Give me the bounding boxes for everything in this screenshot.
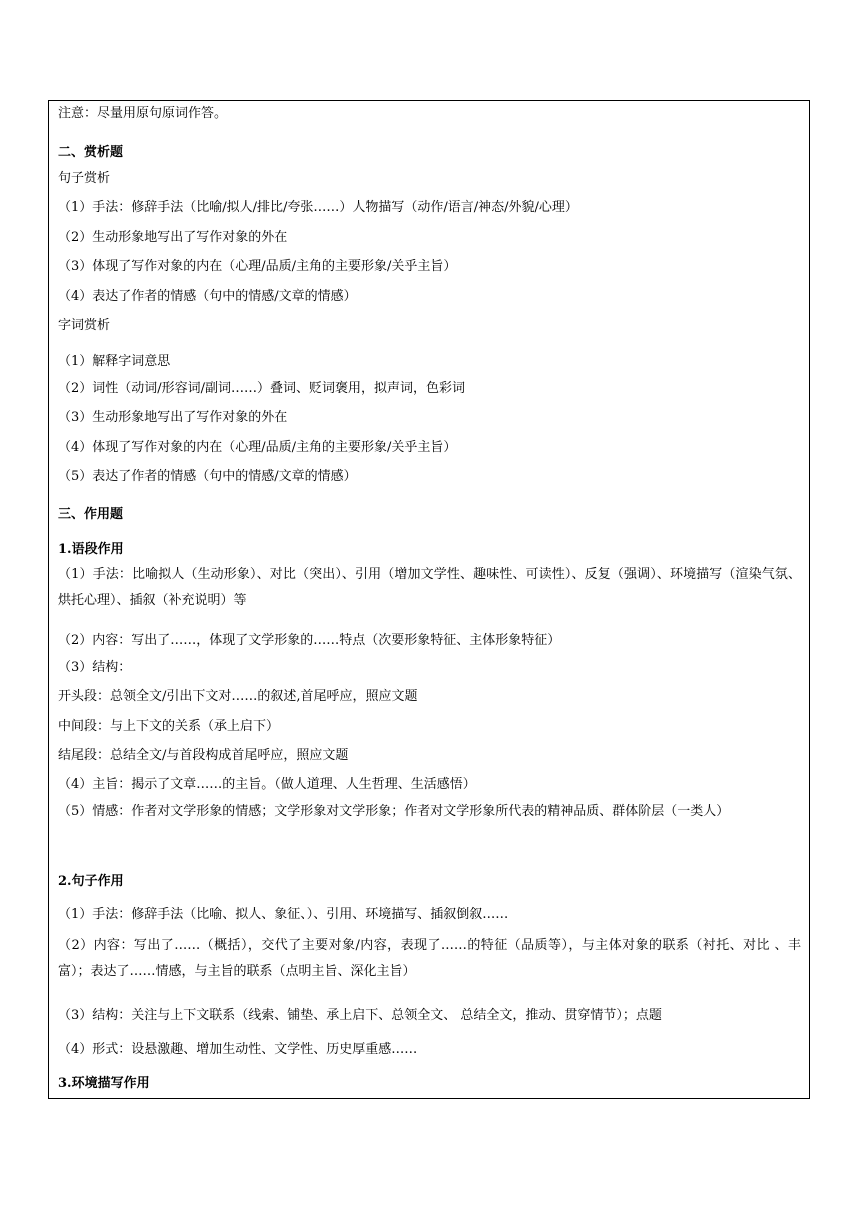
list-item: （4）形式：设悬激趣、增加生动性、文学性、历史厚重感…… — [58, 1042, 418, 1057]
list-item: （1）手法：修辞手法（比喻/拟人/排比/夸张……）人物描写（动作/语言/神态/外貌/心理） — [58, 200, 578, 215]
list-item: （3）结构： — [58, 660, 132, 675]
list-item: （2）词性（动词/形容词/副词……）叠词、贬词褒用，拟声词，色彩词 — [58, 381, 466, 396]
subheading-environment-function: 3.环境描写作用 — [58, 1076, 150, 1091]
list-item: 结尾段：总结全文/与首段构成首尾呼应，照应文题 — [58, 748, 349, 763]
subheading-sentence-appreciation: 句子赏析 — [58, 171, 111, 186]
list-item: （3）结构：关注与上下文联系（线索、铺垫、承上启下、总领全文、 总结全文，推动、贯穿情节）；点题 — [58, 1008, 662, 1023]
list-item: （1）手法：比喻拟人（生动形象）、对比（突出）、引用（增加文学性、趣味性、可读性）、反复（强调）、环境描写（渲染气氛、烘托心理）、插叙（补充说明）等 — [58, 567, 801, 608]
list-item: （2）内容：写出了……，体现了文学形象的……特点（次要形象特征、主体形象特征） — [58, 633, 561, 648]
list-item: （4）表达了作者的情感（句中的情感/文章的情感） — [58, 289, 357, 304]
list-item: （2）生动形象地写出了写作对象的外在 — [58, 230, 288, 245]
subheading-word-appreciation: 字词赏析 — [58, 318, 111, 333]
list-item: （5）情感：作者对文学形象的情感；文学形象对文学形象；作者对文学形象所代表的精神品质、群体阶层（一类人） — [58, 804, 730, 819]
list-item: 开头段：总领全文/引出下文对……的叙述,首尾呼应，照应文题 — [58, 689, 418, 704]
list-item: （3）体现了写作对象的内在（心理/品质/主角的主要形象/关乎主旨） — [58, 259, 457, 274]
list-item: 中间段：与上下文的关系（承上启下） — [58, 719, 280, 734]
list-item: （5）表达了作者的情感（句中的情感/文章的情感） — [58, 469, 357, 484]
list-item: （1）手法：修辞手法（比喻、拟人、象征、）、引用、环境描写、插叙倒叙…… — [58, 907, 509, 922]
list-item: （4）主旨：揭示了文章……的主旨。（做人道理、人生哲理、生活感悟） — [58, 777, 476, 792]
list-item: （1）解释字词意思 — [58, 354, 171, 369]
section-heading-function: 三、作用题 — [58, 507, 124, 522]
list-item: （2）内容：写出了……（概括），交代了主要对象/内容，表现了……的特征（品质等），与主体对象的联系（衬托、对比 、丰富）；表达了……情感，与主旨的联系（点明主旨、深化主旨） — [58, 938, 801, 979]
list-item: （4）体现了写作对象的内在（心理/品质/主角的主要形象/关乎主旨） — [58, 440, 457, 455]
subheading-sentence-function: 2.句子作用 — [58, 874, 124, 889]
subheading-paragraph-function: 1.语段作用 — [58, 542, 124, 557]
section-heading-appreciation: 二、赏析题 — [58, 145, 124, 160]
list-item: （3）生动形象地写出了写作对象的外在 — [58, 410, 288, 425]
note-line: 注意：尽量用原句原词作答。 — [58, 106, 228, 121]
